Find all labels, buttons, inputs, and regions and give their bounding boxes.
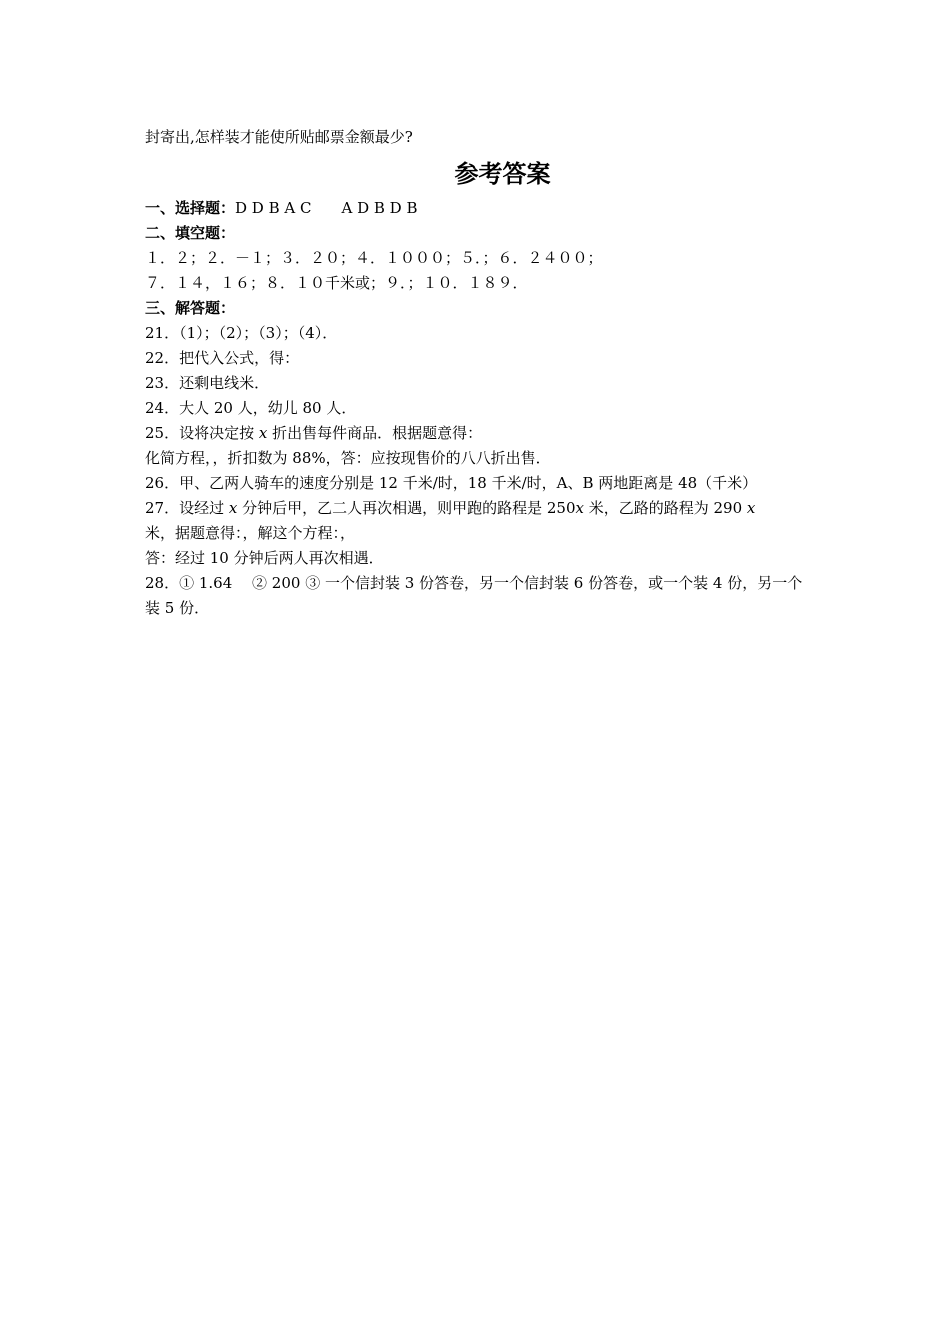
- answer-22: 22．把代入公式，得：: [145, 349, 300, 367]
- section-choice-label: 一、选择题：: [145, 199, 236, 217]
- answer-27-var2: x: [575, 499, 584, 517]
- answer-28: 28．① 1.64 ② 200 ③ 一个信封装 3 份答卷，另一个信封装 6 份答卷，或一个装 4 份，另一个装 5 份．: [145, 574, 803, 617]
- section-fill-line2: ７．１４，１６；８．１０千米或；９．；１０．１８９．: [145, 274, 528, 292]
- answer-25: [145, 421, 810, 446]
- page-title: 参考答案: [454, 159, 551, 188]
- section-choice-answers: D D B A C A D B D B: [235, 199, 418, 217]
- answer-25-line2: 化简方程，，折扣数为 88%，答：应按现售价的八八折出售．: [145, 449, 551, 467]
- answer-25-pre: 25．设将决定按: [145, 424, 259, 442]
- document-content: [145, 125, 810, 621]
- section-fill-line1: １．２；２．－１；３．２０；４．１０００；５．；６．２４００；: [145, 249, 603, 267]
- answer-24: 24．大人 20 人，幼儿 80 人．: [145, 399, 357, 417]
- section-choice: [145, 196, 810, 221]
- section-solve-label: 三、解答题：: [145, 299, 236, 317]
- intro-line: 封寄出,怎样装才能使所贴邮票金额最少?: [145, 128, 413, 146]
- answer-23: 23．还剩电线米．: [145, 374, 270, 392]
- answer-27: [145, 496, 810, 521]
- answer-25-post: 折出售每件商品．根据题意得：: [267, 424, 483, 442]
- answer-27-var3: x: [746, 499, 756, 517]
- answer-21: 21．（1）；（2）；（3）；（4）．: [145, 324, 338, 342]
- answer-27-mid: 分钟后甲，乙二人再次相遇，则甲跑的路程是 250: [237, 499, 576, 517]
- answer-27-line3: 答：经过 10 分钟后两人再次相遇．: [145, 549, 384, 567]
- answer-25-var: x: [258, 424, 268, 442]
- answer-26: 26．甲、乙两人骑车的速度分别是 12 千米/时，18 千米/时，A、B 两地距离是 48（千米）: [145, 474, 758, 492]
- section-fill-label: 二、填空题：: [145, 224, 236, 242]
- answer-27-var: x: [228, 499, 238, 517]
- answer-27-pre: 27．设经过: [145, 499, 229, 517]
- answer-27-mid2: 米，乙路的路程为 290: [583, 499, 747, 517]
- answer-27-line2: 米，据题意得：，解这个方程：，: [145, 524, 356, 542]
